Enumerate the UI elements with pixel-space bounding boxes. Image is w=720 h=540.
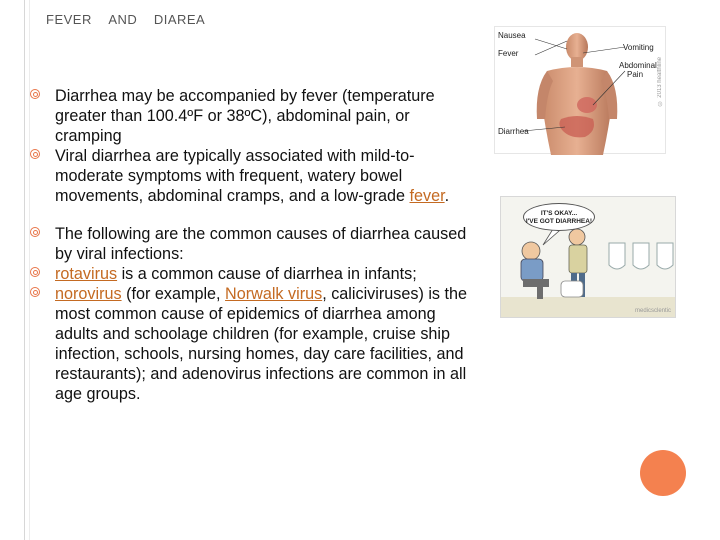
bullet-marker-icon [30, 287, 40, 297]
label-nausea: Nausea [498, 31, 526, 40]
bullet-marker-icon [30, 227, 40, 237]
bullet-text: Diarrhea may be accompanied by fever (temperature greater than 100.4ºF or 38ºC), abdominal pain, or cramping [55, 87, 435, 145]
bullet-text: is a common cause of diarrhea in infants; [117, 265, 417, 283]
image-credit: medicsclentic [634, 308, 671, 314]
label-abdominal: Abdominal [619, 61, 657, 70]
diarrhea-cartoon-image [500, 196, 676, 318]
label-vomiting: Vomiting [623, 43, 654, 52]
bullet-item [30, 264, 470, 284]
copyright-text: © 2013 healthline [657, 57, 663, 106]
bullet-marker-icon [30, 149, 40, 159]
label-fever: Fever [498, 49, 519, 58]
bubble-line: IT'S OKAY... [540, 210, 578, 217]
bullet-text: (for example, [121, 285, 226, 303]
left-rule [24, 0, 25, 540]
bullet-item [30, 146, 470, 206]
rotavirus-link[interactable]: rotavirus [55, 265, 118, 283]
bullet-item [30, 86, 470, 146]
bullet-list [30, 86, 470, 404]
slide-title: fever and diarea [46, 8, 206, 28]
decorative-circle [640, 450, 686, 496]
bubble-line: I'VE GOT DIARRHEA! [525, 218, 593, 225]
bullet-marker-icon [30, 267, 40, 277]
bullet-text: Viral diarrhea are typically associated with mild-to-moderate symptoms with frequent, watery bowel movements, abdominal cramps, and a low-grade [55, 147, 415, 205]
bullet-text: The following are the common causes of diarrhea caused by viral infections: [55, 225, 467, 263]
speech-bubble [523, 203, 595, 231]
symptoms-anatomy-image [494, 26, 666, 154]
bullet-text: , caliciviruses) is the most common cause of epidemics of diarrhea among adults and schoolage children (for example, cruise ship infection, schools, nursing homes, day care facilities, and restaurants); and adenovirus infections are common in all age groups. [55, 285, 468, 403]
norwalk-virus-link[interactable]: Norwalk virus [225, 285, 323, 303]
norovirus-link[interactable]: norovirus [55, 285, 122, 303]
bullet-item [30, 284, 470, 404]
bullet-marker-icon [30, 89, 40, 99]
bullet-text: . [444, 187, 450, 205]
fever-link[interactable]: fever [409, 187, 445, 205]
bullet-item [30, 224, 470, 264]
label-pain: Pain [627, 70, 644, 79]
label-diarrhea: Diarrhea [498, 127, 529, 136]
